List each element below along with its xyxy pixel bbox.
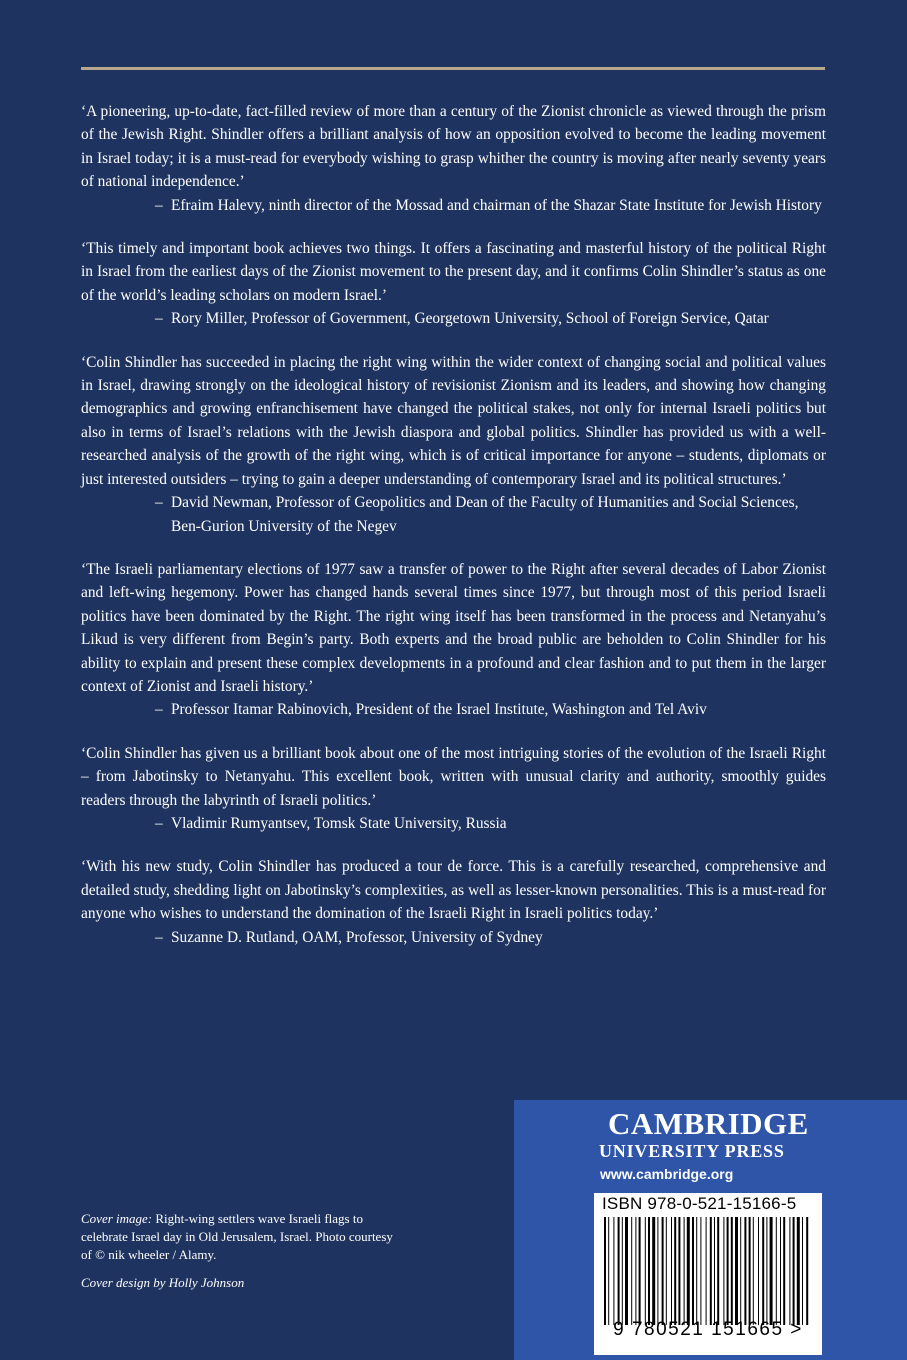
blurb-miller xyxy=(81,237,826,331)
blurb-halevy xyxy=(81,100,826,217)
publisher-url: www.cambridge.org xyxy=(600,1166,734,1182)
cover-credits xyxy=(81,1210,401,1292)
blurb-attribution: – David Newman, Professor of Geopolitics and Dean of the Faculty of Humanities and Social Sciences, Ben-Gurion University of the Negev xyxy=(155,494,799,535)
blurb-text: ‘With his new study, Colin Shindler has produced a tour de force. This is a carefully researched, comprehensive and detailed study, shedding light on Jabotinsky’s complexities, as well as lesser-known personalities. This is a must-read for anyone who wishes to understand the domination of the Israeli Right in Israeli politics today.’ xyxy=(81,858,826,923)
blurb-rutland xyxy=(81,855,826,949)
cover-design-credit: Cover design by Holly Johnson xyxy=(81,1275,245,1290)
blurb-rabinovich xyxy=(81,558,826,722)
blurb-text: ‘This timely and important book achieves two things. It offers a fascinating and masterful history of the political Right in Israel from the earliest days of the Zionist movement to the present day, and it confirms Colin Shindler’s status as one of the world’s leading scholars on modern Israel.’ xyxy=(81,240,826,304)
blurb-attribution: – Rory Miller, Professor of Government, Georgetown University, School of Foreign Service, Qatar xyxy=(155,310,769,328)
barcode-bars-icon xyxy=(602,1217,812,1325)
publisher-press: UNIVERSITY PRESS xyxy=(599,1141,785,1161)
publisher-name: CAMBRIDGE xyxy=(608,1106,809,1141)
blurb-attribution: – Efraim Halevy, ninth director of the Mossad and chairman of the Shazar State Institute for Jewish History xyxy=(155,196,822,214)
blurb-attribution: – Vladimir Rumyantsev, Tomsk State University, Russia xyxy=(155,814,507,832)
review-quotes xyxy=(81,100,826,969)
blurb-text: ‘A pioneering, up-to-date, fact-filled review of more than a century of the Zionist chronicle as viewed through the prism of the Jewish Right. Shindler offers a brilliant analysis of how an opposition evolved to become the leading movement in Israel today; it is a must-read for everybody wishing to grasp whither the country is moving after nearly seventy years of national independence.’ xyxy=(81,103,826,191)
blurb-text: ‘Colin Shindler has given us a brilliant book about one of the most intriguing stories of the evolution of the Israeli Right – from Jabotinsky to Netanyahu. This excellent book, written with unusual clarity and authority, smoothly guides readers through the labyrinth of Israeli politics.’ xyxy=(81,744,826,809)
top-rule xyxy=(81,67,825,70)
blurb-rumyantsev xyxy=(81,742,826,836)
publisher-box xyxy=(514,1100,907,1360)
blurb-attribution: – Suzanne D. Rutland, OAM, Professor, University of Sydney xyxy=(155,928,543,946)
barcode-digits: 9 780521 151665 > xyxy=(613,1319,803,1340)
barcode xyxy=(594,1193,822,1355)
cover-image-credit: Cover image: Right-wing settlers wave Israeli flags to celebrate Israel day in Old Jerusalem, Israel. Photo courtesy of © nik wheeler / Alamy. xyxy=(81,1211,393,1262)
blurb-text: ‘Colin Shindler has succeeded in placing the right wing within the wider context of changing social and political values in Israel, drawing strongly on the ideological history of revisionist Zionism and its leaders, and showing how changing demographics and growing enfranchisement have changed the political stakes, not only for internal Israeli politics but also in terms of Israel’s relations with the Jewish diaspora and global politics. Shindler has provided us with a well-researched analysis of the growth of the right wing, which is of critical importance for anyone – students, diplomats or just interested outsiders – trying to gain a deeper understanding of contemporary Israel and its political structures.’ xyxy=(81,353,826,488)
isbn-label: ISBN 978-0-521-15166-5 xyxy=(602,1194,797,1213)
blurb-attribution: – Professor Itamar Rabinovich, President of the Israel Institute, Washington and Tel Aviv xyxy=(155,701,707,719)
blurb-text: ‘The Israeli parliamentary elections of 1977 saw a transfer of power to the Right after several decades of Labor Zionist and left-wing hegemony. Power has changed hands several times since 1977, but through most of this period Israeli politics have been dominated by the Right. The right wing itself has been transformed in the process and Netanyahu’s Likud is very different from Begin’s party. Both experts and the broad public are beholden to Colin Shindler for his ability to explain and present these complex developments in a profound and clear fashion and to put them in the larger context of Zionist and Israeli history.’ xyxy=(81,560,826,695)
blurb-newman xyxy=(81,351,826,538)
